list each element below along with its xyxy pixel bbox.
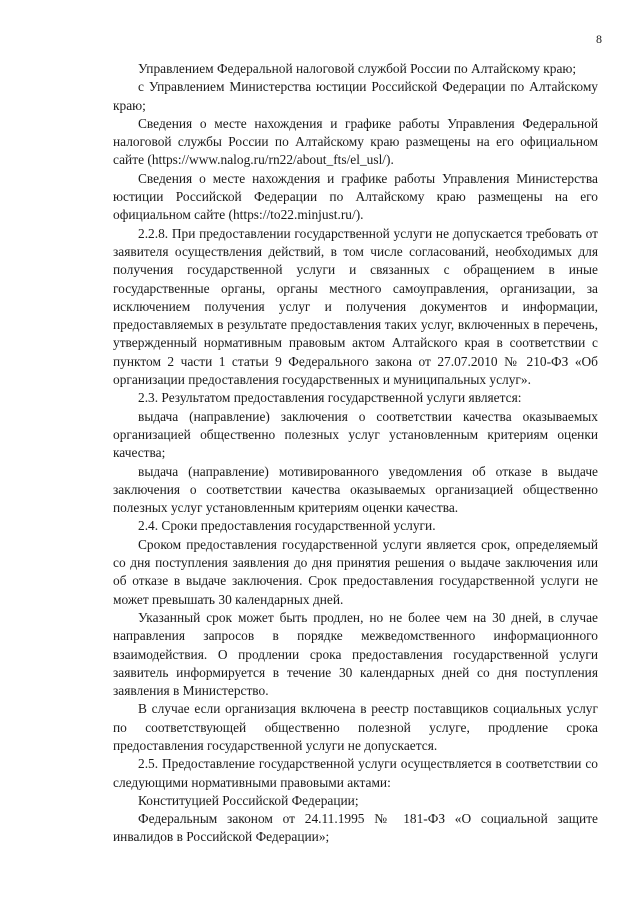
paragraph: Указанный срок может быть продлен, но не более чем на 30 дней, в случае направления запросов в порядке межведомственного информационного взаимодействия. О продлении срока предоставления государственной услуги заявитель информируется в течение 30 календарных дней со дня поступления заявления в Министерство. <box>113 609 598 699</box>
paragraph: 2.5. Предоставление государственной услуги осуществляется в соответствии со следующими нормативными правовыми актами: <box>113 756 598 790</box>
paragraph: Управлением Федеральной налоговой службой России по Алтайскому краю; <box>138 61 577 76</box>
paragraph: с Управлением Министерства юстиции Российской Федерации по Алтайскому краю; <box>113 79 598 113</box>
paragraph: Сведения о месте нахождения и графике работы Управления Федеральной налоговой службы России по Алтайскому краю размещены на его официальном сайте (https://www.nalog.ru/rn22/about_fts/el_usl/). <box>113 115 598 168</box>
paragraph: 2.4. Сроки предоставления государственной услуги. <box>138 518 436 534</box>
paragraph: Федеральным законом от 24.11.1995 № 181-ФЗ «О социальной защите инвалидов в Российской Федерации»; <box>113 811 598 845</box>
paragraph: Сроком предоставления государственной услуги является срок, определяемый со дня поступления заявления до дня принятия решения о выдаче заключения или об отказе в выдаче заключения. Срок предоставления государственной услуги не может превышать 30 календарных дней. <box>113 536 598 607</box>
paragraph: Конституцией Российской Федерации; <box>138 792 359 808</box>
page-number: 8 <box>596 32 602 46</box>
paragraph: Сведения о месте нахождения и графике работы Управления Министерства юстиции Российской Федерации по Алтайскому краю размещены на его официальном сайте (https://to22.minjust.ru/). <box>113 170 598 223</box>
paragraph: 2.3. Результатом предоставления государственной услуги является: <box>138 390 522 406</box>
paragraph: выдача (направление) мотивированного уведомления об отказе в выдаче заключения о соответствии качества оказываемых организацией общественно полезных услуг установленным критериям оценки качества. <box>113 463 598 516</box>
paragraph: 2.2.8. При предоставлении государственной услуги не допускается требовать от заявителя осуществления действий, в том числе согласований, необходимых для получения государственной услуги и связанных с обращением в иные государственные органы, органы местного самоуправления, организации, за исключением получения услуг и получения документов и информации, предоставляемых в результате предоставления таких услуг, включенных в перечень, утвержденный нормативным правовым актом Алтайского края в соответствии с пунктом 2 части 1 статьи 9 Федерального закона от 27.07.2010 № 210-ФЗ «Об организации предоставления государственных и муниципальных услуг». <box>113 225 598 388</box>
document-body <box>113 60 598 847</box>
paragraph: В случае если организация включена в реестр поставщиков социальных услуг по соответствующей общественно полезной услуге, продление срока предоставления государственной услуги не допускается. <box>113 701 598 753</box>
paragraph: выдача (направление) заключения о соответствии качества оказываемых организацией общественно полезных услуг установленным критериям оценки качества; <box>113 408 598 461</box>
